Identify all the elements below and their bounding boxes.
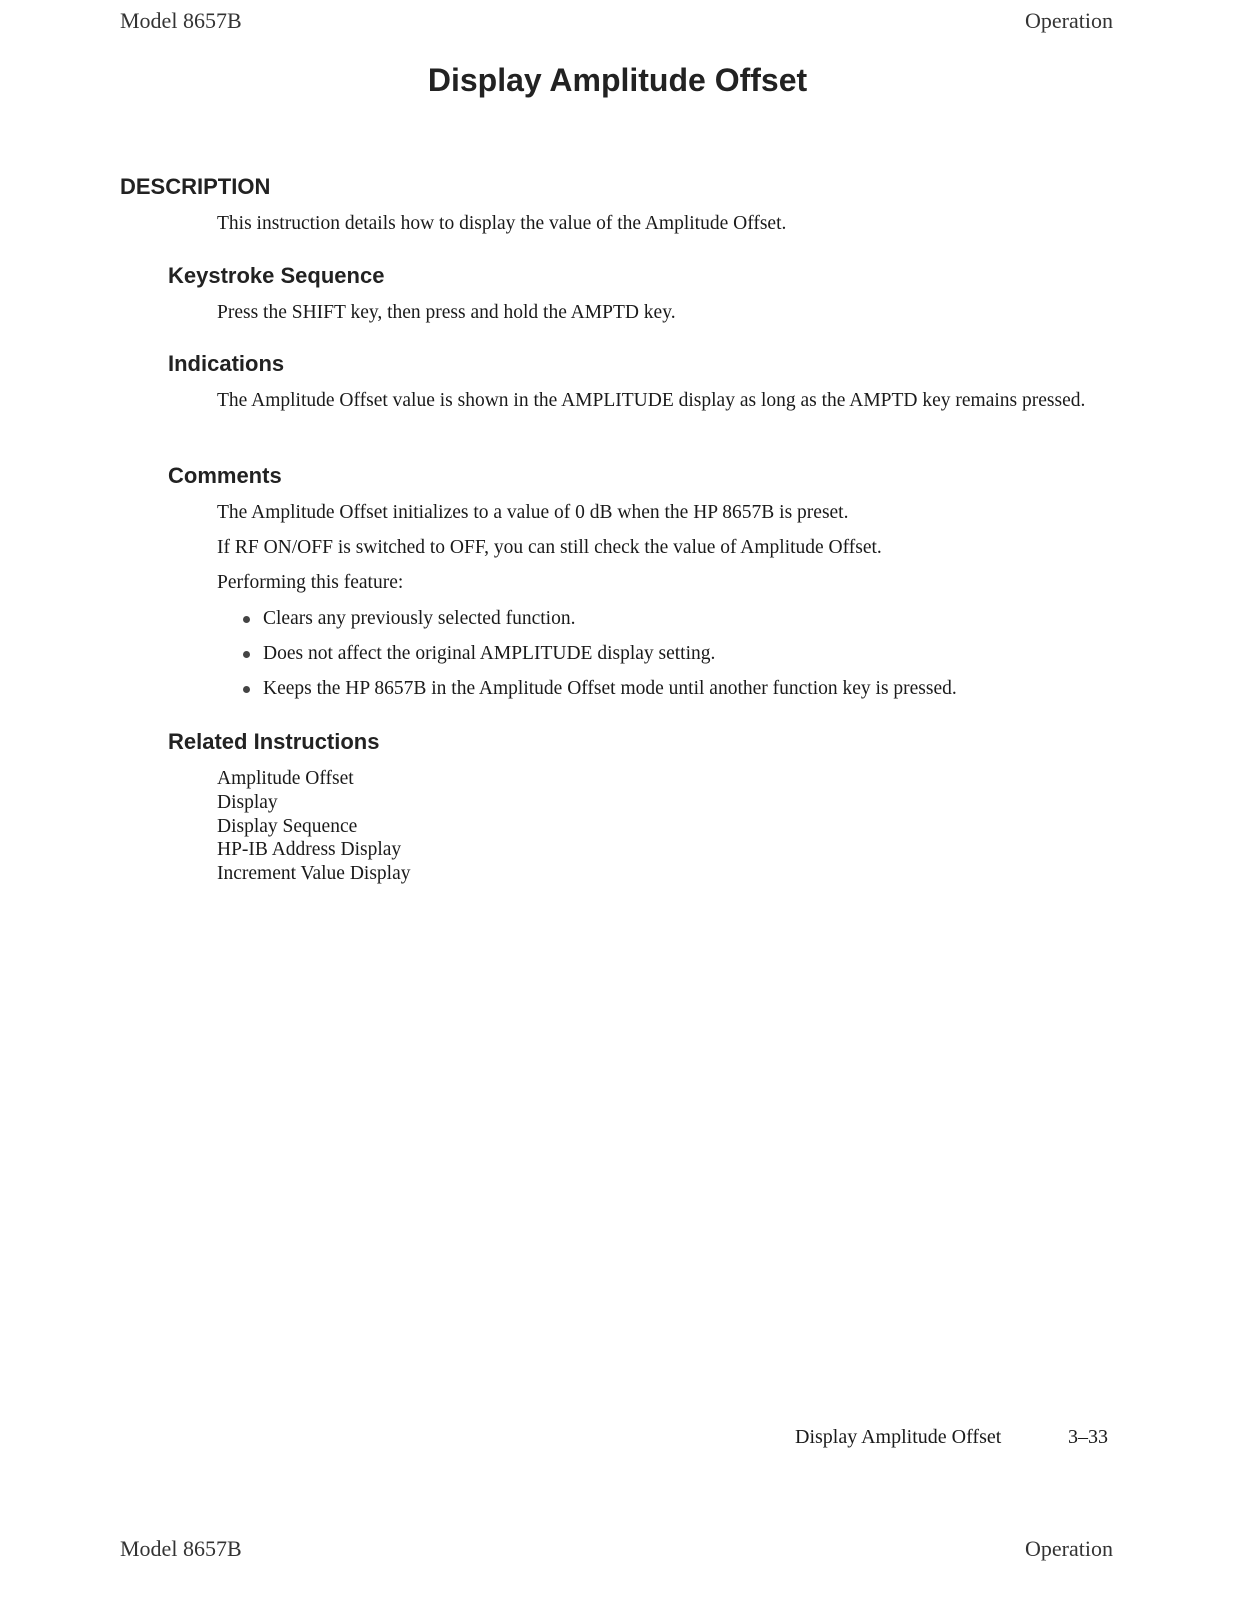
comments-paragraph-preset: The Amplitude Offset initializes to a value of 0 dB when the HP 8657B is preset. <box>217 502 849 523</box>
description-heading: DESCRIPTION <box>120 174 271 199</box>
bullet-icon <box>243 651 250 658</box>
indications-heading: Indications <box>168 351 285 376</box>
list-item <box>263 677 957 701</box>
related-instructions-list <box>217 767 411 886</box>
running-header-model: Model 8657B <box>120 8 242 33</box>
next-page-header-model: Model 8657B <box>120 1536 242 1561</box>
list-item-text: Clears any previously selected function. <box>263 608 576 629</box>
comments-paragraph-performing: Performing this feature: <box>217 572 404 593</box>
list-item <box>263 607 575 631</box>
related-item: HP-IB Address Display <box>217 839 402 861</box>
bullet-icon <box>243 616 250 623</box>
next-page-header-section: Operation <box>1025 1536 1113 1561</box>
keystroke-text: Press the SHIFT key, then press and hold the AMPTD key. <box>217 302 676 323</box>
comments-paragraph-rf-off: If RF ON/OFF is switched to OFF, you can still check the value of Amplitude Offset. <box>217 537 882 558</box>
related-item: Display <box>217 791 278 813</box>
indications-text: The Amplitude Offset value is shown in the AMPLITUDE display as long as the AMPTD key remains pressed. <box>217 390 1086 411</box>
footer-title: Display Amplitude Offset <box>795 1426 1002 1448</box>
related-item: Increment Value Display <box>217 863 411 885</box>
related-item: Display Sequence <box>217 815 358 837</box>
page-number: 3–33 <box>1068 1426 1108 1448</box>
bullet-icon <box>243 686 250 693</box>
description-text: This instruction details how to display the value of the Amplitude Offset. <box>217 213 787 234</box>
keystroke-heading: Keystroke Sequence <box>168 263 385 288</box>
related-heading: Related Instructions <box>168 729 380 754</box>
page-title: Display Amplitude Offset <box>427 62 808 98</box>
comments-heading: Comments <box>168 463 282 488</box>
list-item <box>263 642 715 666</box>
running-header-section: Operation <box>1025 8 1113 33</box>
list-item-text: Does not affect the original AMPLITUDE display setting. <box>263 643 716 664</box>
list-item-text: Keeps the HP 8657B in the Amplitude Offset mode until another function key is pressed. <box>263 678 957 699</box>
related-item: Amplitude Offset <box>217 768 354 789</box>
